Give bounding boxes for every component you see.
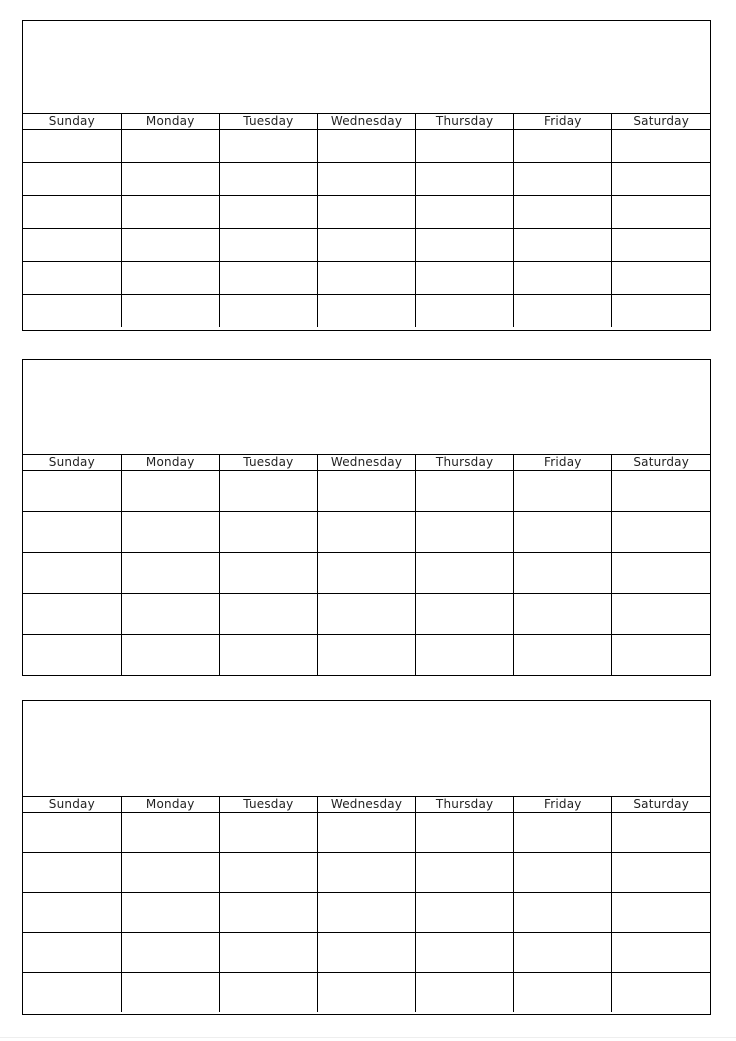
day-cell[interactable] bbox=[219, 295, 317, 328]
day-cell[interactable] bbox=[514, 813, 612, 853]
day-cell[interactable] bbox=[416, 163, 514, 196]
day-cell[interactable] bbox=[23, 512, 121, 553]
day-cell[interactable] bbox=[416, 262, 514, 295]
day-cell[interactable] bbox=[23, 553, 121, 594]
day-cell[interactable] bbox=[317, 594, 415, 635]
day-cell[interactable] bbox=[317, 933, 415, 973]
day-cell[interactable] bbox=[121, 471, 219, 512]
day-cell[interactable] bbox=[23, 295, 121, 328]
day-cell[interactable] bbox=[23, 594, 121, 635]
day-cell[interactable] bbox=[219, 163, 317, 196]
day-cell[interactable] bbox=[612, 471, 710, 512]
day-cell[interactable] bbox=[514, 893, 612, 933]
day-cell[interactable] bbox=[416, 295, 514, 328]
day-cell[interactable] bbox=[219, 813, 317, 853]
day-cell[interactable] bbox=[317, 512, 415, 553]
day-cell[interactable] bbox=[23, 262, 121, 295]
day-cell[interactable] bbox=[317, 295, 415, 328]
day-cell[interactable] bbox=[612, 973, 710, 1013]
day-cell[interactable] bbox=[219, 130, 317, 163]
day-cell[interactable] bbox=[121, 295, 219, 328]
day-cell[interactable] bbox=[416, 973, 514, 1013]
day-cell[interactable] bbox=[416, 635, 514, 676]
day-cell[interactable] bbox=[514, 594, 612, 635]
day-cell[interactable] bbox=[219, 973, 317, 1013]
day-cell[interactable] bbox=[612, 262, 710, 295]
day-cell[interactable] bbox=[121, 893, 219, 933]
week-row bbox=[23, 853, 710, 893]
day-cell[interactable] bbox=[317, 229, 415, 262]
day-cell[interactable] bbox=[121, 163, 219, 196]
calendar-grid bbox=[23, 797, 710, 1012]
day-cell[interactable] bbox=[121, 229, 219, 262]
day-cell[interactable] bbox=[612, 163, 710, 196]
weekday-header-friday: Friday bbox=[514, 114, 612, 130]
day-cell[interactable] bbox=[416, 813, 514, 853]
day-cell[interactable] bbox=[317, 893, 415, 933]
weekday-header-row bbox=[23, 455, 710, 471]
weekday-header-row bbox=[23, 114, 710, 130]
weekday-header-friday: Friday bbox=[514, 797, 612, 813]
week-row bbox=[23, 933, 710, 973]
week-row bbox=[23, 295, 710, 328]
day-cell[interactable] bbox=[219, 512, 317, 553]
day-cell[interactable] bbox=[23, 853, 121, 893]
day-cell[interactable] bbox=[317, 130, 415, 163]
day-cell[interactable] bbox=[612, 853, 710, 893]
day-cell[interactable] bbox=[121, 512, 219, 553]
day-cell[interactable] bbox=[23, 163, 121, 196]
day-cell[interactable] bbox=[514, 262, 612, 295]
day-cell[interactable] bbox=[514, 553, 612, 594]
day-cell[interactable] bbox=[514, 933, 612, 973]
day-cell[interactable] bbox=[317, 196, 415, 229]
day-cell[interactable] bbox=[121, 635, 219, 676]
day-cell[interactable] bbox=[612, 295, 710, 328]
weekday-header-thursday: Thursday bbox=[416, 455, 514, 471]
calendar-2 bbox=[22, 359, 711, 676]
weekday-header-monday: Monday bbox=[121, 797, 219, 813]
day-cell[interactable] bbox=[514, 295, 612, 328]
day-cell[interactable] bbox=[23, 130, 121, 163]
day-cell[interactable] bbox=[612, 893, 710, 933]
week-row bbox=[23, 163, 710, 196]
day-cell[interactable] bbox=[317, 471, 415, 512]
day-cell[interactable] bbox=[219, 471, 317, 512]
day-cell[interactable] bbox=[612, 594, 710, 635]
day-cell[interactable] bbox=[121, 553, 219, 594]
day-cell[interactable] bbox=[416, 196, 514, 229]
day-cell[interactable] bbox=[219, 893, 317, 933]
day-cell[interactable] bbox=[612, 512, 710, 553]
day-cell[interactable] bbox=[121, 130, 219, 163]
weekday-header-tuesday: Tuesday bbox=[219, 797, 317, 813]
page-bottom-divider bbox=[0, 1037, 736, 1038]
day-cell[interactable] bbox=[317, 973, 415, 1013]
day-cell[interactable] bbox=[514, 973, 612, 1013]
weekday-header-saturday: Saturday bbox=[612, 797, 710, 813]
day-cell[interactable] bbox=[416, 553, 514, 594]
weekday-header-monday: Monday bbox=[121, 455, 219, 471]
weekday-header-thursday: Thursday bbox=[416, 797, 514, 813]
day-cell[interactable] bbox=[514, 229, 612, 262]
weekday-header-friday: Friday bbox=[514, 455, 612, 471]
day-cell[interactable] bbox=[514, 471, 612, 512]
day-cell[interactable] bbox=[219, 635, 317, 676]
day-cell[interactable] bbox=[23, 196, 121, 229]
week-row bbox=[23, 973, 710, 1013]
day-cell[interactable] bbox=[416, 471, 514, 512]
week-row bbox=[23, 893, 710, 933]
calendar-grid bbox=[23, 114, 710, 327]
day-cell[interactable] bbox=[416, 130, 514, 163]
weekday-header-saturday: Saturday bbox=[612, 114, 710, 130]
weekday-header-tuesday: Tuesday bbox=[219, 455, 317, 471]
month-title-area[interactable] bbox=[23, 21, 710, 114]
day-cell[interactable] bbox=[514, 635, 612, 676]
day-cell[interactable] bbox=[612, 196, 710, 229]
day-cell[interactable] bbox=[612, 130, 710, 163]
week-row bbox=[23, 471, 710, 512]
day-cell[interactable] bbox=[416, 229, 514, 262]
day-cell[interactable] bbox=[317, 635, 415, 676]
day-cell[interactable] bbox=[612, 553, 710, 594]
day-cell[interactable] bbox=[514, 130, 612, 163]
week-row bbox=[23, 229, 710, 262]
calendar-1 bbox=[22, 20, 711, 331]
day-cell[interactable] bbox=[219, 853, 317, 893]
weekday-header-monday: Monday bbox=[121, 114, 219, 130]
weekday-header-sunday: Sunday bbox=[23, 114, 121, 130]
day-cell[interactable] bbox=[23, 471, 121, 512]
weekday-header-sunday: Sunday bbox=[23, 455, 121, 471]
weekday-header-tuesday: Tuesday bbox=[219, 114, 317, 130]
day-cell[interactable] bbox=[219, 933, 317, 973]
day-cell[interactable] bbox=[23, 813, 121, 853]
calendar-grid bbox=[23, 455, 710, 675]
day-cell[interactable] bbox=[121, 973, 219, 1013]
day-cell[interactable] bbox=[416, 933, 514, 973]
day-cell[interactable] bbox=[317, 163, 415, 196]
weekday-header-wednesday: Wednesday bbox=[317, 455, 415, 471]
day-cell[interactable] bbox=[121, 933, 219, 973]
day-cell[interactable] bbox=[121, 853, 219, 893]
day-cell[interactable] bbox=[416, 512, 514, 553]
day-cell[interactable] bbox=[514, 163, 612, 196]
day-cell[interactable] bbox=[514, 853, 612, 893]
day-cell[interactable] bbox=[219, 553, 317, 594]
month-title-area[interactable] bbox=[23, 360, 710, 455]
day-cell[interactable] bbox=[23, 933, 121, 973]
day-cell[interactable] bbox=[612, 635, 710, 676]
week-row bbox=[23, 553, 710, 594]
day-cell[interactable] bbox=[121, 813, 219, 853]
day-cell[interactable] bbox=[121, 594, 219, 635]
day-cell[interactable] bbox=[219, 262, 317, 295]
weekday-header-thursday: Thursday bbox=[416, 114, 514, 130]
day-cell[interactable] bbox=[23, 635, 121, 676]
weekday-header-wednesday: Wednesday bbox=[317, 114, 415, 130]
day-cell[interactable] bbox=[317, 262, 415, 295]
day-cell[interactable] bbox=[612, 229, 710, 262]
day-cell[interactable] bbox=[317, 813, 415, 853]
day-cell[interactable] bbox=[514, 196, 612, 229]
weekday-header-row bbox=[23, 797, 710, 813]
day-cell[interactable] bbox=[121, 262, 219, 295]
day-cell[interactable] bbox=[416, 853, 514, 893]
week-row bbox=[23, 512, 710, 553]
day-cell[interactable] bbox=[317, 553, 415, 594]
weekday-header-sunday: Sunday bbox=[23, 797, 121, 813]
week-row bbox=[23, 262, 710, 295]
week-row bbox=[23, 813, 710, 853]
day-cell[interactable] bbox=[121, 196, 219, 229]
day-cell[interactable] bbox=[219, 229, 317, 262]
day-cell[interactable] bbox=[514, 512, 612, 553]
month-title-area[interactable] bbox=[23, 701, 710, 797]
weekday-header-saturday: Saturday bbox=[612, 455, 710, 471]
week-row bbox=[23, 196, 710, 229]
day-cell[interactable] bbox=[219, 196, 317, 229]
week-row bbox=[23, 594, 710, 635]
day-cell[interactable] bbox=[416, 594, 514, 635]
day-cell[interactable] bbox=[219, 594, 317, 635]
week-row bbox=[23, 130, 710, 163]
weekday-header-wednesday: Wednesday bbox=[317, 797, 415, 813]
day-cell[interactable] bbox=[612, 933, 710, 973]
day-cell[interactable] bbox=[317, 853, 415, 893]
week-row bbox=[23, 635, 710, 676]
day-cell[interactable] bbox=[23, 893, 121, 933]
day-cell[interactable] bbox=[23, 973, 121, 1013]
day-cell[interactable] bbox=[612, 813, 710, 853]
calendar-3 bbox=[22, 700, 711, 1015]
day-cell[interactable] bbox=[416, 893, 514, 933]
day-cell[interactable] bbox=[23, 229, 121, 262]
